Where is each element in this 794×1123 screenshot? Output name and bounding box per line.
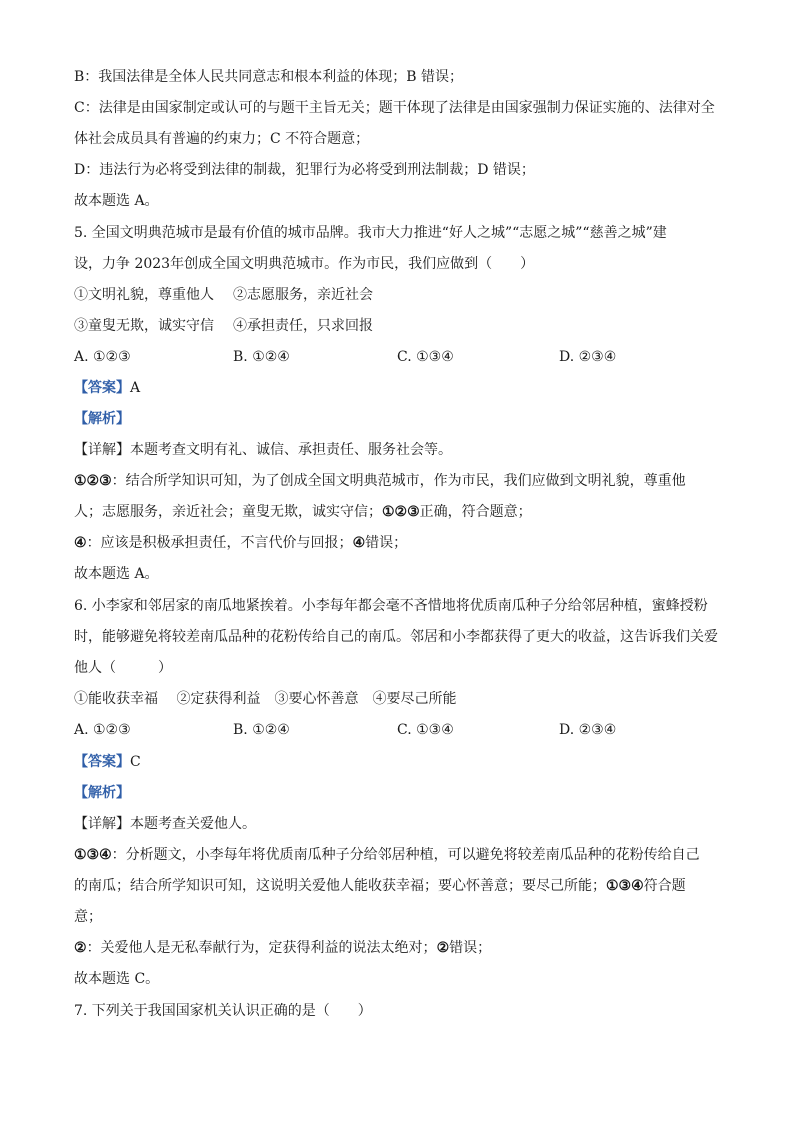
q5-item-2: ②志愿服务，亲近社会 xyxy=(233,287,373,303)
q6-stem-line2: 时，能够避免将较差南瓜品种的花粉传给自己的南瓜。邻居和小李都获得了更大的收益，这告诉我们关爱 xyxy=(74,629,718,645)
q6-analysis-line4 xyxy=(74,939,491,957)
prev-option-b-analysis: B：我国法律是全体人民共同意志和根本利益的体现；B 错误； xyxy=(74,69,464,85)
analysis-text: 的南瓜；结合所学知识可知，这说明关爱他人能收获幸福；要心怀善意；要尽己所能； xyxy=(74,878,606,894)
q6-analysis-line2 xyxy=(74,877,686,895)
q5-analysis-heading xyxy=(74,410,130,428)
q5-conclusion: 故本题选 A。 xyxy=(74,566,159,582)
detail-text: 本题考查文明有礼、诚信、承担责任、服务社会等。 xyxy=(130,442,452,458)
q6-analysis-line3: 意； xyxy=(74,909,102,925)
q6-analysis-heading xyxy=(74,784,130,802)
choice-numbers: ② xyxy=(74,940,87,956)
analysis-tag: 【解析】 xyxy=(74,785,130,801)
q7-stem: 7. 下列关于我国国家机关认识正确的是（ ） xyxy=(74,1003,372,1019)
q5-detail xyxy=(74,441,452,459)
prev-option-d-analysis: D：违法行为必将受到法律的制裁，犯罪行为必将受到刑法制裁；D 错误； xyxy=(74,162,535,178)
detail-text: 本题考查关爱他人。 xyxy=(130,816,256,832)
q5-option-b: B. ①②④ xyxy=(233,349,290,365)
answer-tag: 【答案】 xyxy=(74,754,130,770)
q5-stem-line1: 5. 全国文明典范城市是最有价值的城市品牌。我市大力推进“好人之城”“志愿之城”“慈善之城”建 xyxy=(74,225,667,241)
choice-numbers: ①③④ xyxy=(74,847,112,863)
analysis-text: ：结合所学知识可知，为了创成全国文明典范城市，作为市民，我们应做到文明礼貌，尊重他 xyxy=(111,473,686,489)
choice-numbers: ①②③ xyxy=(382,504,420,520)
q5-item-4: ④承担责任，只求回报 xyxy=(233,318,373,334)
q6-option-d: D. ②③④ xyxy=(559,722,617,738)
answer-value: A xyxy=(130,380,141,396)
detail-tag: 【详解】 xyxy=(74,442,130,458)
q5-option-d: D. ②③④ xyxy=(559,349,617,365)
q6-items: ①能收获幸福 ②定获得利益 ③要心怀善意 ④要尽己所能 xyxy=(74,691,457,707)
analysis-text: ：应该是积极承担责任，不言代价与回报； xyxy=(86,535,353,551)
answer-value: C xyxy=(130,754,141,770)
q5-item-3: ③童叟无欺，诚实守信 xyxy=(74,318,214,334)
analysis-text: 错误； xyxy=(365,535,408,551)
q6-stem-line1: 6. 小李家和邻居家的南瓜地紧挨着。小李每年都会毫不吝惜地将优质南瓜种子分给邻居种植，蜜蜂授粉 xyxy=(74,598,708,614)
analysis-text: 人；志愿服务，亲近社会；童叟无欺，诚实守信； xyxy=(74,504,382,520)
prev-option-c-analysis-line1: C：法律是由国家制定或认可的与题干主旨无关；题干体现了法律是由国家强制力保证实施的、法律对全 xyxy=(74,100,715,116)
analysis-text: 错误； xyxy=(449,940,492,956)
q6-option-b: B. ①②④ xyxy=(233,722,290,738)
choice-numbers: ①②③ xyxy=(74,473,112,489)
q5-answer xyxy=(74,379,140,397)
q5-item-1: ①文明礼貌，尊重他人 xyxy=(74,287,214,303)
analysis-tag: 【解析】 xyxy=(74,411,130,427)
q5-analysis-line3 xyxy=(74,534,407,552)
answer-tag: 【答案】 xyxy=(74,380,130,396)
analysis-text: ：关爱他人是无私奉献行为，定获得利益的说法太绝对； xyxy=(86,940,437,956)
q5-analysis-line2 xyxy=(74,503,532,521)
prev-option-c-analysis-line2: 体社会成员具有普遍的约束力；C 不符合题意； xyxy=(74,131,370,147)
q6-answer xyxy=(74,753,141,771)
q6-option-c: C. ①③④ xyxy=(397,722,454,738)
q6-stem-line3: 他人（ ） xyxy=(74,660,172,676)
prev-conclusion: 故本题选 A。 xyxy=(74,193,159,209)
detail-tag: 【详解】 xyxy=(74,816,130,832)
q6-conclusion: 故本题选 C。 xyxy=(74,971,160,987)
q5-stem-line2: 设，力争 2023年创成全国文明典范城市。作为市民，我们应做到（ ） xyxy=(74,256,535,272)
q6-analysis-line1 xyxy=(74,846,700,864)
choice-numbers: ④ xyxy=(74,535,87,551)
analysis-text: 正确，符合题意； xyxy=(419,504,532,520)
choice-numbers: ①③④ xyxy=(606,878,644,894)
q5-option-c: C. ①③④ xyxy=(397,349,454,365)
analysis-text: ：分析题文，小李每年将优质南瓜种子分给邻居种植，可以避免将较差南瓜品种的花粉传给自己 xyxy=(111,847,700,863)
q5-analysis-line1 xyxy=(74,472,686,490)
choice-numbers: ② xyxy=(436,940,450,956)
analysis-text: 符合题 xyxy=(643,878,686,894)
q6-detail xyxy=(74,815,256,833)
choice-numbers: ④ xyxy=(352,535,366,551)
q6-option-a: A. ①②③ xyxy=(74,722,131,738)
q5-option-a: A. ①②③ xyxy=(74,349,131,365)
